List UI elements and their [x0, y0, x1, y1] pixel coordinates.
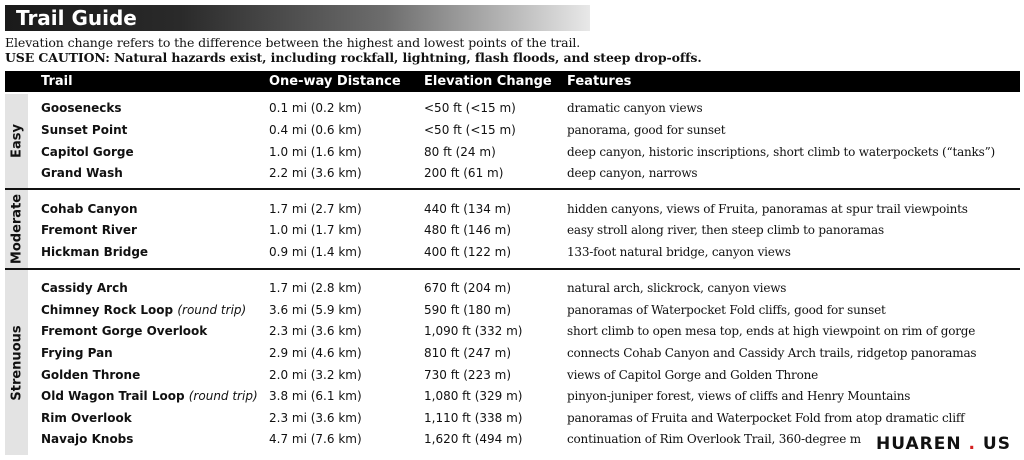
trail-distance: 2.3 mi (3.6 km): [269, 411, 362, 425]
trail-name: Navajo Knobs: [41, 432, 134, 446]
table-row: [0, 97, 1024, 119]
trail-features: pinyon-juniper forest, views of cliffs and Henry Mountains: [567, 389, 911, 403]
trail-features: deep canyon, historic inscriptions, short climb to waterpockets (“tanks”): [567, 145, 995, 159]
trail-name: Capitol Gorge: [41, 145, 134, 159]
trail-features: hidden canyons, views of Fruita, panoramas at spur trail viewpoints: [567, 202, 968, 216]
trail-elevation: 810 ft (247 m): [424, 346, 512, 360]
table-row: [0, 241, 1024, 263]
trail-distance: 2.2 mi (3.6 km): [269, 166, 362, 180]
trail-name: Fremont Gorge Overlook: [41, 324, 208, 338]
trail-name: Cohab Canyon: [41, 202, 138, 216]
header-features: Features: [567, 74, 632, 89]
trail-distance: 0.4 mi (0.6 km): [269, 123, 362, 137]
trail-elevation: 440 ft (134 m): [424, 202, 512, 216]
trail-elevation: <50 ft (<15 m): [424, 123, 516, 137]
table-row: [0, 320, 1024, 342]
caution-note: USE CAUTION: Natural hazards exist, including rockfall, lightning, flash floods, and steep drop-offs.: [5, 50, 702, 65]
trail-distance: 1.0 mi (1.7 km): [269, 223, 362, 237]
trail-features: deep canyon, narrows: [567, 166, 698, 180]
table-row: [0, 364, 1024, 386]
table-row: [0, 277, 1024, 299]
trail-elevation: 590 ft (180 m): [424, 303, 512, 317]
trail-distance: 1.7 mi (2.7 km): [269, 202, 362, 216]
group-divider: [5, 268, 1020, 270]
trail-name: Grand Wash: [41, 166, 123, 180]
group-divider: [5, 188, 1020, 190]
trail-elevation: 1,080 ft (329 m): [424, 389, 523, 403]
trail-name: Frying Pan: [41, 346, 113, 360]
trail-distance: 2.0 mi (3.2 km): [269, 368, 362, 382]
table-row: [0, 198, 1024, 220]
trail-note: (round trip): [188, 389, 258, 403]
trail-features: panoramas of Fruita and Waterpocket Fold from atop dramatic cliff: [567, 411, 965, 425]
table-row: [0, 219, 1024, 241]
trail-name: Cassidy Arch: [41, 281, 128, 295]
trail-elevation: 200 ft (61 m): [424, 166, 504, 180]
table-header: [5, 71, 1020, 92]
trail-features: views of Capitol Gorge and Golden Throne: [567, 368, 819, 382]
trail-name: Goosenecks: [41, 101, 122, 115]
title-bar: [5, 5, 590, 31]
page-title: Trail Guide: [16, 6, 137, 30]
trail-features: dramatic canyon views: [567, 101, 703, 115]
trail-elevation: 1,090 ft (332 m): [424, 324, 523, 338]
table-row: [0, 428, 1024, 450]
trail-name: Chimney Rock Loop (round trip): [41, 303, 247, 317]
header-trail: Trail: [41, 74, 73, 89]
table-row: [0, 299, 1024, 321]
trail-features: connects Cohab Canyon and Cassidy Arch trails, ridgetop panoramas: [567, 346, 977, 360]
trail-distance: 3.8 mi (6.1 km): [269, 389, 362, 403]
table-row: [0, 407, 1024, 429]
trail-features: continuation of Rim Overlook Trail, 360-degree m: [567, 432, 861, 446]
trail-elevation: 1,620 ft (494 m): [424, 432, 523, 446]
table-row: [0, 141, 1024, 163]
trail-elevation: 670 ft (204 m): [424, 281, 512, 295]
trail-features: easy stroll along river, then steep climb to panoramas: [567, 223, 884, 237]
trail-features: 133-foot natural bridge, canyon views: [567, 245, 791, 259]
trail-distance: 0.9 mi (1.4 km): [269, 245, 362, 259]
table-row: [0, 385, 1024, 407]
header-elevation: Elevation Change: [424, 74, 552, 89]
watermark-logo: HUAREN . US: [872, 432, 1024, 456]
group-label-text: Moderate: [9, 193, 24, 265]
trail-name: Golden Throne: [41, 368, 141, 382]
trail-note: (round trip): [177, 303, 247, 317]
trail-distance: 3.6 mi (5.9 km): [269, 303, 362, 317]
trail-name: Fremont River: [41, 223, 137, 237]
trail-distance: 2.9 mi (4.6 km): [269, 346, 362, 360]
trail-name: Sunset Point: [41, 123, 128, 137]
elevation-note: Elevation change refers to the difference between the highest and lowest points of the trail.: [5, 35, 581, 50]
trail-features: natural arch, slickrock, canyon views: [567, 281, 787, 295]
trail-elevation: 80 ft (24 m): [424, 145, 496, 159]
trail-elevation: <50 ft (<15 m): [424, 101, 516, 115]
trail-elevation: 480 ft (146 m): [424, 223, 512, 237]
trail-elevation: 1,110 ft (338 m): [424, 411, 523, 425]
trail-distance: 0.1 mi (0.2 km): [269, 101, 362, 115]
trail-distance: 4.7 mi (7.6 km): [269, 432, 362, 446]
table-row: [0, 342, 1024, 364]
trail-name: Hickman Bridge: [41, 245, 149, 259]
trail-distance: 1.0 mi (1.6 km): [269, 145, 362, 159]
trail-distance: 1.7 mi (2.8 km): [269, 281, 362, 295]
trail-features: panoramas of Waterpocket Fold cliffs, good for sunset: [567, 303, 886, 317]
trail-elevation: 400 ft (122 m): [424, 245, 512, 259]
trail-features: panorama, good for sunset: [567, 123, 726, 137]
trail-elevation: 730 ft (223 m): [424, 368, 512, 382]
trail-features: short climb to open mesa top, ends at high viewpoint on rim of gorge: [567, 324, 976, 338]
table-row: [0, 162, 1024, 184]
group-label-text: Easy: [9, 124, 24, 158]
trail-name: Old Wagon Trail Loop (round trip): [41, 389, 258, 403]
group-label-text: Strenuous: [9, 324, 24, 401]
table-row: [0, 119, 1024, 141]
trail-name: Rim Overlook: [41, 411, 132, 425]
header-distance: One-way Distance: [269, 74, 401, 89]
trail-distance: 2.3 mi (3.6 km): [269, 324, 362, 338]
